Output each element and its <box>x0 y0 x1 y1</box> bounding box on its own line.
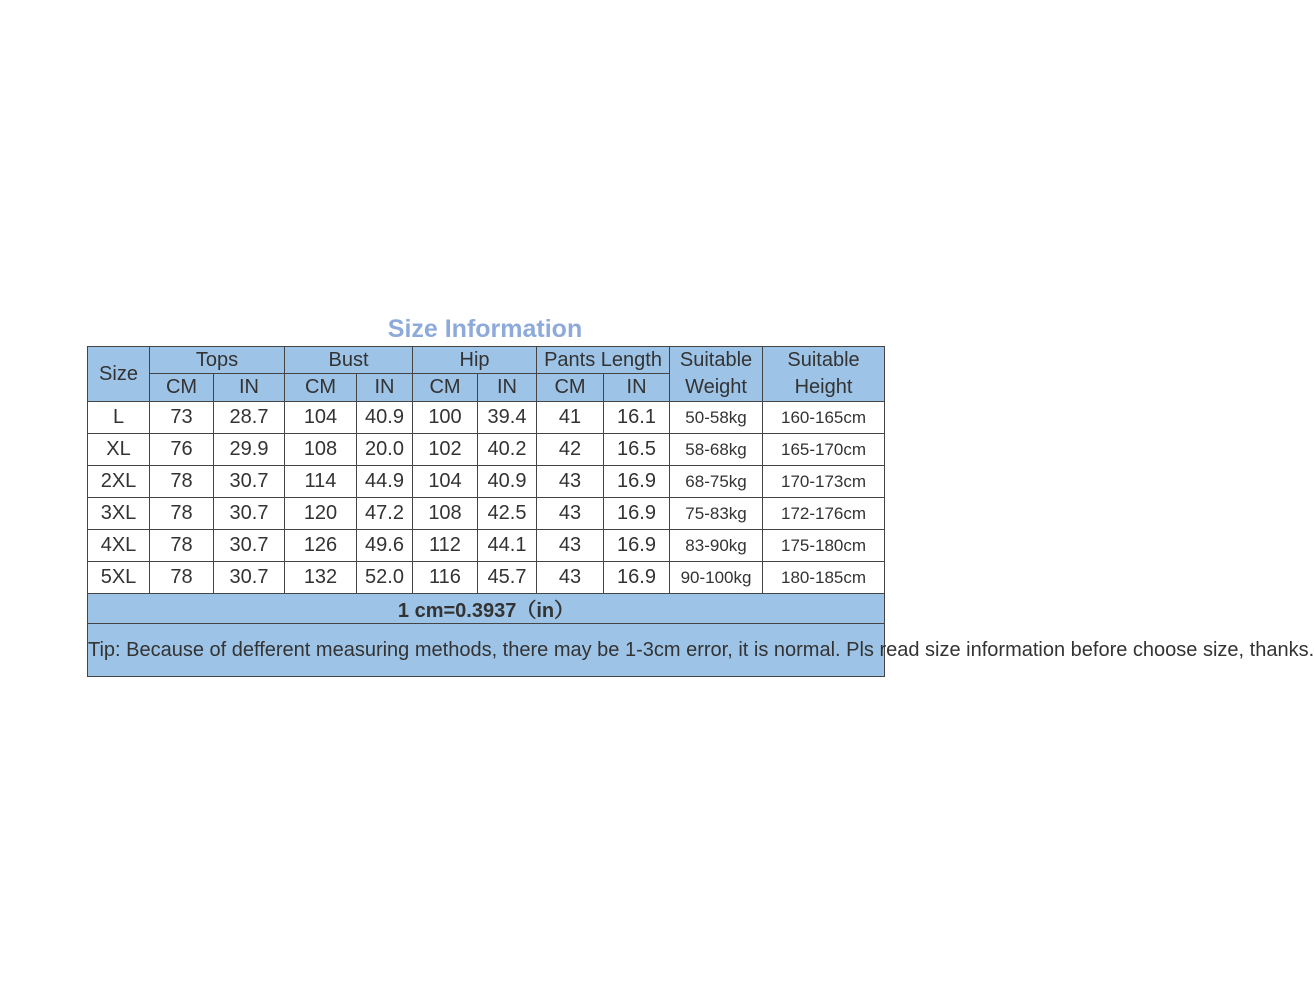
cell-bust-cm: 108 <box>285 434 357 466</box>
cell-tops-in: 30.7 <box>214 498 285 530</box>
cell-height: 160-165cm <box>763 402 885 434</box>
cell-tops-cm: 78 <box>150 498 214 530</box>
header-bust-cm: CM <box>285 374 357 402</box>
cell-weight: 50-58kg <box>670 402 763 434</box>
cell-size: 5XL <box>88 562 150 594</box>
table-row <box>88 562 885 594</box>
cell-hip-cm: 108 <box>413 498 478 530</box>
cell-bust-in: 47.2 <box>357 498 413 530</box>
conversion-note: 1 cm=0.3937（in） <box>88 594 885 624</box>
cell-tops-in: 28.7 <box>214 402 285 434</box>
cell-tops-cm: 78 <box>150 530 214 562</box>
cell-weight: 83-90kg <box>670 530 763 562</box>
cell-bust-in: 49.6 <box>357 530 413 562</box>
cell-size: 3XL <box>88 498 150 530</box>
cell-bust-in: 40.9 <box>357 402 413 434</box>
cell-weight: 68-75kg <box>670 466 763 498</box>
cell-hip-in: 39.4 <box>478 402 537 434</box>
header-bust-in: IN <box>357 374 413 402</box>
size-chart-table <box>87 346 1314 677</box>
header-pants-in: IN <box>604 374 670 402</box>
cell-hip-in: 40.2 <box>478 434 537 466</box>
cell-tops-cm: 73 <box>150 402 214 434</box>
cell-pants-cm: 43 <box>537 498 604 530</box>
header-row-groups <box>88 347 885 374</box>
header-suitable-weight: Suitable Weight <box>670 347 763 402</box>
cell-hip-in: 45.7 <box>478 562 537 594</box>
table-row <box>88 530 885 562</box>
cell-weight: 75-83kg <box>670 498 763 530</box>
cell-tops-in: 30.7 <box>214 562 285 594</box>
cell-bust-in: 44.9 <box>357 466 413 498</box>
cell-tops-cm: 78 <box>150 562 214 594</box>
cell-size: L <box>88 402 150 434</box>
cell-hip-in: 44.1 <box>478 530 537 562</box>
cell-hip-in: 40.9 <box>478 466 537 498</box>
cell-hip-cm: 102 <box>413 434 478 466</box>
cell-hip-cm: 100 <box>413 402 478 434</box>
cell-height: 172-176cm <box>763 498 885 530</box>
cell-size: XL <box>88 434 150 466</box>
page-title: Size Information <box>387 315 583 343</box>
cell-pants-in: 16.9 <box>604 562 670 594</box>
table-row <box>88 402 885 434</box>
cell-height: 165-170cm <box>763 434 885 466</box>
table-row <box>88 434 885 466</box>
header-size: Size <box>88 347 150 402</box>
cell-hip-cm: 116 <box>413 562 478 594</box>
table-row <box>88 498 885 530</box>
cell-height: 170-173cm <box>763 466 885 498</box>
tip-row <box>88 624 885 677</box>
cell-height: 180-185cm <box>763 562 885 594</box>
cell-pants-cm: 43 <box>537 530 604 562</box>
cell-bust-in: 52.0 <box>357 562 413 594</box>
cell-tops-in: 30.7 <box>214 530 285 562</box>
cell-weight: 58-68kg <box>670 434 763 466</box>
table-row <box>88 466 885 498</box>
header-bust: Bust <box>285 347 413 374</box>
cell-hip-in: 42.5 <box>478 498 537 530</box>
header-hip-cm: CM <box>413 374 478 402</box>
cell-tops-in: 30.7 <box>214 466 285 498</box>
cell-pants-in: 16.1 <box>604 402 670 434</box>
header-pants-cm: CM <box>537 374 604 402</box>
cell-bust-cm: 132 <box>285 562 357 594</box>
header-suitable-height: Suitable Height <box>763 347 885 402</box>
header-pants-length: Pants Length <box>537 347 670 374</box>
cell-weight: 90-100kg <box>670 562 763 594</box>
header-tops-cm: CM <box>150 374 214 402</box>
cell-pants-cm: 43 <box>537 562 604 594</box>
cell-pants-cm: 43 <box>537 466 604 498</box>
cell-height: 175-180cm <box>763 530 885 562</box>
cell-pants-in: 16.9 <box>604 498 670 530</box>
cell-tops-cm: 78 <box>150 466 214 498</box>
tip-text: Tip: Because of defferent measuring methods, there may be 1-3cm error, it is normal. Pls read size information before choose size, thanks. <box>88 624 885 677</box>
cell-tops-in: 29.9 <box>214 434 285 466</box>
header-hip-in: IN <box>478 374 537 402</box>
header-hip: Hip <box>413 347 537 374</box>
cell-bust-cm: 114 <box>285 466 357 498</box>
cell-pants-cm: 42 <box>537 434 604 466</box>
cell-bust-cm: 120 <box>285 498 357 530</box>
cell-tops-cm: 76 <box>150 434 214 466</box>
cell-hip-cm: 104 <box>413 466 478 498</box>
cell-size: 2XL <box>88 466 150 498</box>
conversion-note-row <box>88 594 885 624</box>
header-tops-in: IN <box>214 374 285 402</box>
header-tops: Tops <box>150 347 285 374</box>
cell-bust-in: 20.0 <box>357 434 413 466</box>
cell-bust-cm: 104 <box>285 402 357 434</box>
cell-pants-cm: 41 <box>537 402 604 434</box>
cell-pants-in: 16.9 <box>604 530 670 562</box>
cell-bust-cm: 126 <box>285 530 357 562</box>
cell-pants-in: 16.9 <box>604 466 670 498</box>
cell-hip-cm: 112 <box>413 530 478 562</box>
cell-size: 4XL <box>88 530 150 562</box>
cell-pants-in: 16.5 <box>604 434 670 466</box>
